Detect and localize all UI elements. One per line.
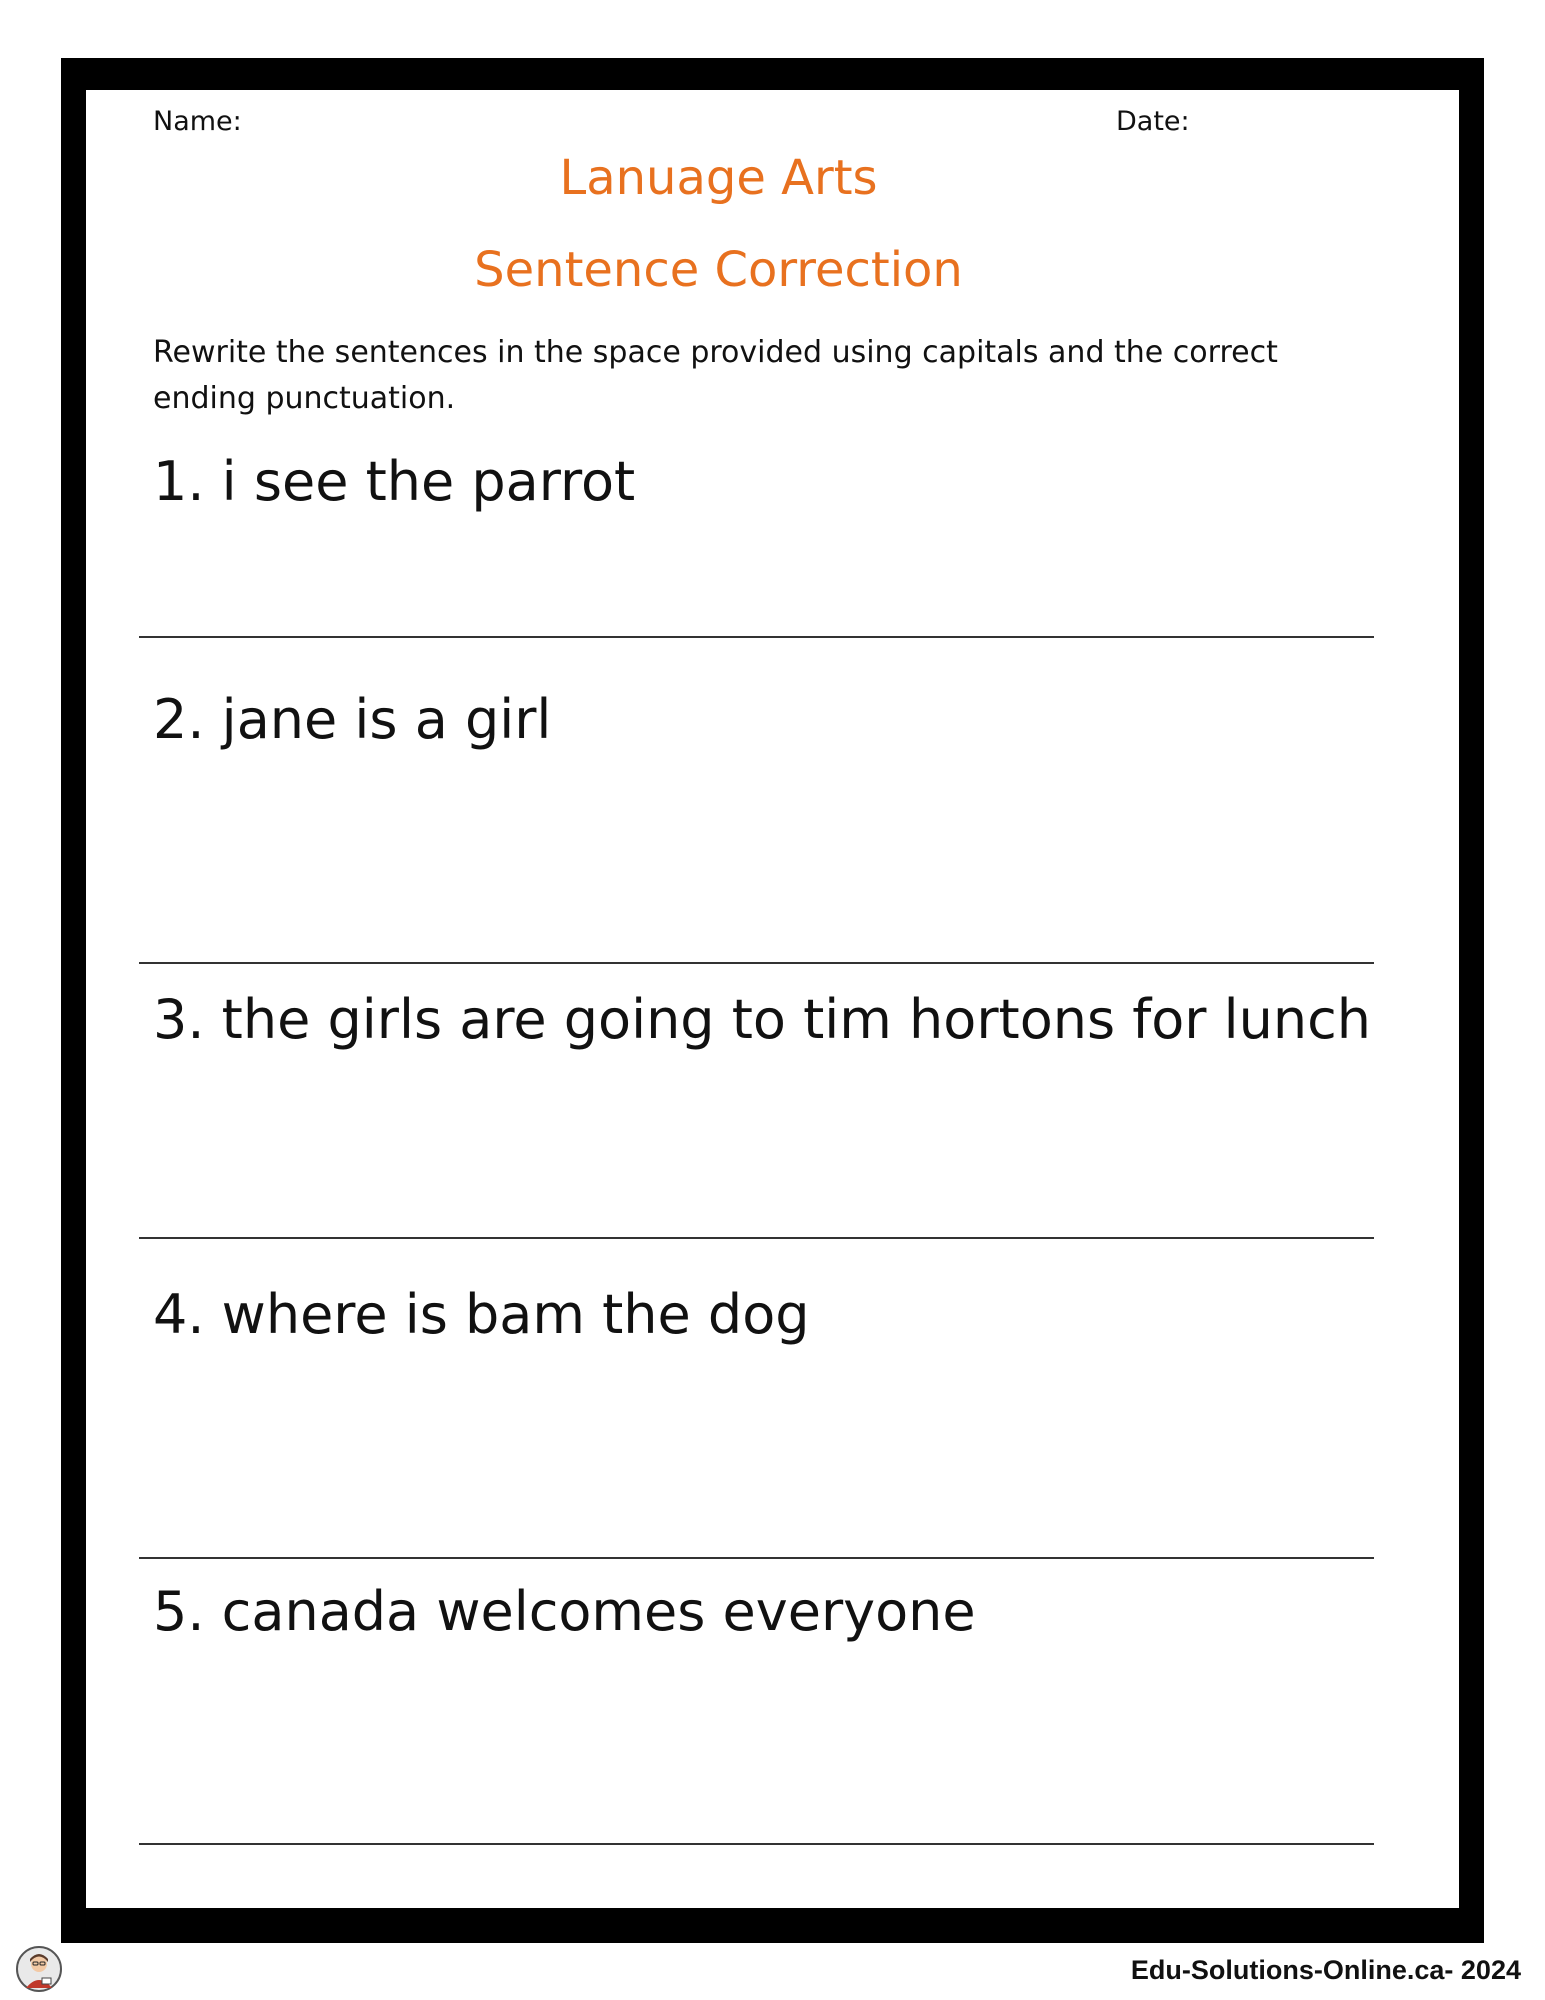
subject-title: Lanuage Arts: [559, 150, 878, 206]
answer-line-1: [139, 636, 1374, 638]
answer-line-4: [139, 1557, 1374, 1559]
question-4: 4. where is bam the dog: [153, 1283, 810, 1346]
question-2: 2. jane is a girl: [153, 688, 552, 751]
name-label: Name:: [153, 106, 242, 137]
question-5: 5. canada welcomes everyone: [153, 1580, 976, 1643]
worksheet: [86, 90, 1459, 1908]
instructions-text: Rewrite the sentences in the space provided using capitals and the correct ending punctuation.: [153, 335, 1278, 416]
question-1: 1. i see the parrot: [153, 450, 636, 513]
footer-credit: Edu-Solutions-Online.ca- 2024: [1130, 1955, 1521, 1985]
answer-line-3: [139, 1237, 1374, 1239]
topic-title: Sentence Correction: [474, 242, 963, 298]
question-3: 3. the girls are going to tim hortons for lunch: [153, 988, 1372, 1051]
answer-line-2: [139, 962, 1374, 964]
teacher-avatar-icon: [16, 1946, 62, 1992]
date-label: Date:: [1116, 106, 1190, 137]
answer-line-5: [139, 1843, 1374, 1845]
